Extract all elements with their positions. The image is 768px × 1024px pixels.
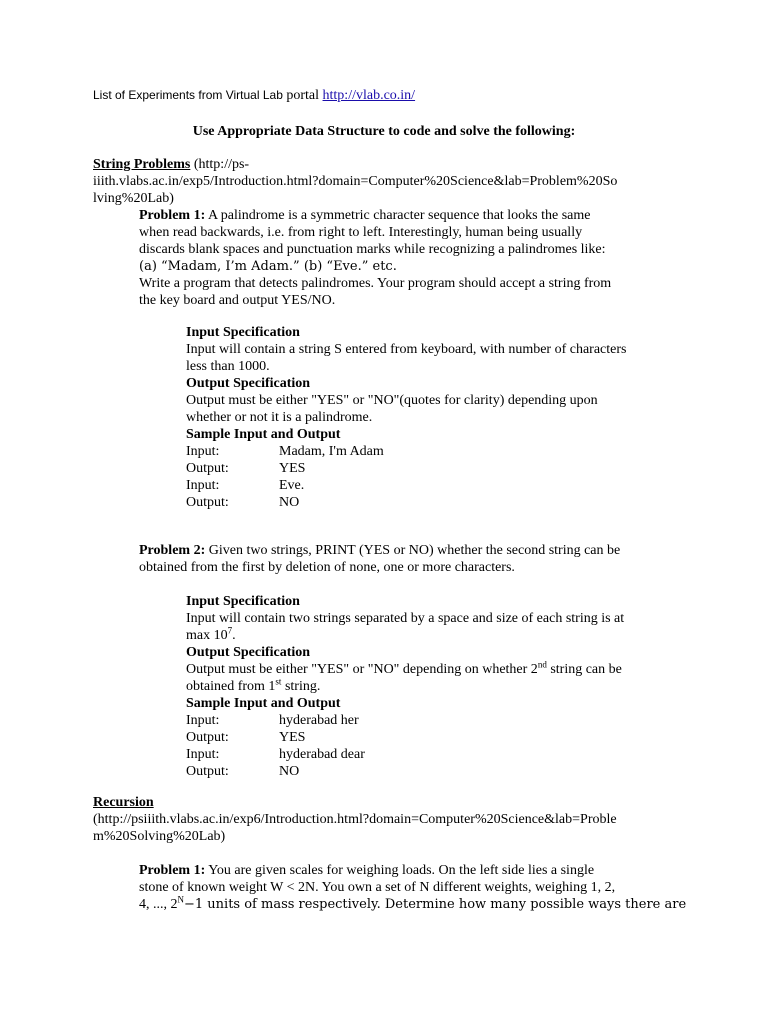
string-problem2-line-1: obtained from the first by deletion of none, one or more characters. [139,560,515,575]
text-fragment: string. [281,679,321,694]
p2-sample-title: Sample Input and Output [186,696,341,711]
text-fragment: max 10 [186,628,228,643]
recursion-url-line-0: (http://psiiith.vlabs.ac.in/exp6/Introduction.html?domain=Computer%20Science&lab=Proble [93,812,617,827]
superscript: 7 [227,625,233,636]
string-problems-heading: String Problems [93,157,191,172]
string-problem1 [139,207,699,309]
p1-output-spec-line-1: whether or not it is a palindrome. [186,410,373,425]
p2-input-spec-line-1 [186,627,706,644]
p2-sample-row [186,763,706,780]
string-problem1-line-2: discards blank spaces and punctuation marks while recognizing a palindromes like: [139,242,606,257]
p1-input-spec-line-0: Input will contain a string S entered from keyboard, with number of characters [186,342,627,357]
sample-key: Output: [186,730,229,745]
sample-key: Input: [186,713,220,728]
string-problem1-label: Problem 1: [139,208,206,223]
sample-value: hyderabad her [279,713,359,728]
recursion-url-line-1: m%20Solving%20Lab) [93,829,226,844]
sample-value: NO [279,764,300,779]
recursion-problem1-line-2 [139,896,699,913]
string-problem1-line-3: (a) “Madam, I’m Adam.” (b) “Eve.” etc. [139,259,397,274]
recursion-problem1-line-0: You are given scales for weighing loads. On the left side lies a single [208,863,595,878]
recursion-problem1-line-1: stone of known weight W < 2N. You own a set of N different weights, weighing 1, 2, [139,880,616,895]
superscript: N [177,894,184,905]
p2-input-spec-line-0: Input will contain two strings separated by a space and size of each string is at [186,611,625,626]
p2-output-spec-line-1 [186,678,706,695]
string-url-line-0: (http://ps- [193,157,250,172]
string-problem2-specs [186,593,706,780]
sample-key: Output: [186,495,229,510]
recursion-problem1-label: Problem 1: [139,863,206,878]
p1-input-spec-title: Input Specification [186,325,300,340]
instruction-heading: Use Appropriate Data Structure to code and solve the following: [192,124,576,139]
vlab-link[interactable]: http://vlab.co.in/ [322,88,416,103]
string-problem2 [139,542,699,576]
string-problem1-line-4: Write a program that detects palindromes. Your program should accept a string from [139,276,612,291]
superscript: st [275,676,282,687]
sample-key: Output: [186,461,229,476]
text-fragment: 4, ..., 2 [139,897,178,912]
sample-key: Output: [186,764,229,779]
string-problem2-label: Problem 2: [139,543,206,558]
p2-sample-row [186,746,706,763]
recursion-problem1 [139,862,699,913]
sample-value: YES [279,461,306,476]
text-fragment: obtained from 1 [186,679,276,694]
p1-output-spec-line-0: Output must be either "YES" or "NO"(quotes for clarity) depending upon [186,393,598,408]
string-problem1-line-5: the key board and output YES/NO. [139,293,336,308]
sample-key: Input: [186,478,220,493]
text-fragment: Output must be either "YES" or "NO" depending on whether 2 [186,662,538,677]
p1-sample-title: Sample Input and Output [186,427,341,442]
p1-input-spec-line-1: less than 1000. [186,359,270,374]
text-fragment: string can be [546,662,622,677]
sample-value: hyderabad dear [279,747,365,762]
p1-sample-row [186,443,706,460]
sample-key: Input: [186,444,220,459]
sample-value: Eve. [279,478,305,493]
p2-output-spec-title: Output Specification [186,645,311,660]
p2-sample-row [186,712,706,729]
header-portal: portal [286,88,320,103]
header-line [93,87,415,104]
p2-output-spec-line-0 [186,661,706,678]
sample-key: Input: [186,747,220,762]
string-problem1-line-0: A palindrome is a symmetric character sequence that looks the same [207,208,591,223]
string-problem2-line-0: Given two strings, PRINT (YES or NO) whether the second string can be [208,543,621,558]
sample-value: NO [279,495,300,510]
string-url-line-1: iiith.vlabs.ac.in/exp5/Introduction.html?domain=Computer%20Science&lab=Problem%20So [93,174,618,189]
string-problem1-specs [186,324,706,511]
p2-sample-row [186,729,706,746]
p1-sample-row [186,494,706,511]
recursion-heading: Recursion [93,795,154,810]
p1-sample-row [186,460,706,477]
p2-input-spec-title: Input Specification [186,594,300,609]
string-section-header [93,156,693,207]
sample-value: YES [279,730,306,745]
text-fragment: −1 units of mass respectively. Determine how many possible ways there are [184,897,687,912]
recursion-section-header [93,794,693,845]
header-prefix: List of Experiments from Virtual Lab [93,88,283,102]
sample-value: Madam, I'm Adam [279,444,384,459]
string-url-line-2: lving%20Lab) [93,191,174,206]
string-problem1-line-1: when read backwards, i.e. from right to left. Interestingly, human being usually [139,225,583,240]
p1-sample-row [186,477,706,494]
p1-output-spec-title: Output Specification [186,376,311,391]
text-fragment: . [232,628,236,643]
superscript: nd [537,659,547,670]
